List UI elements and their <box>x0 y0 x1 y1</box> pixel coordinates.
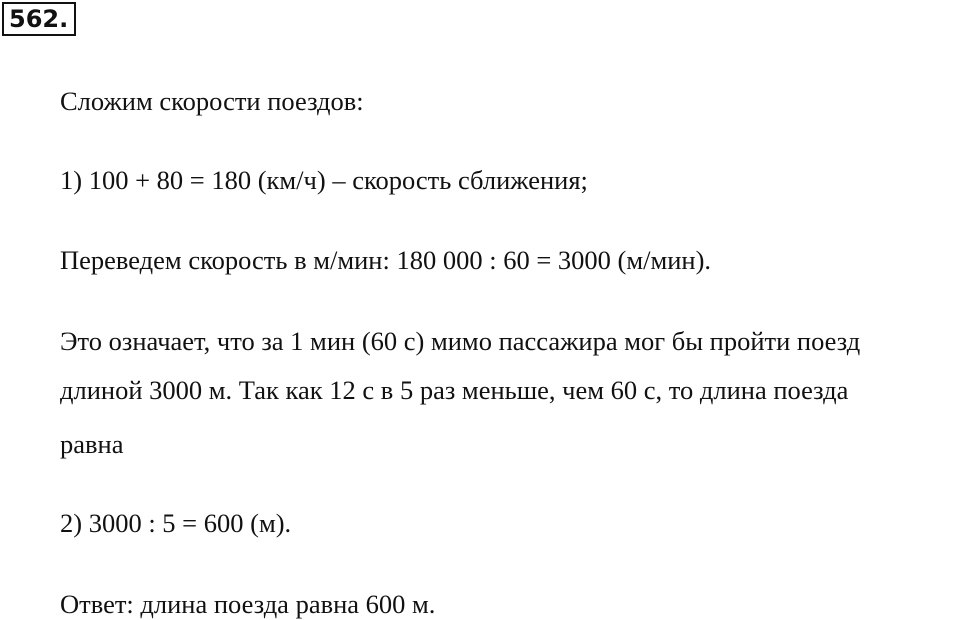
explanation-line-1: Это означает, что за 1 мин (60 с) мимо пассажира мог бы пройти поезд <box>60 326 861 356</box>
solution-step-1: 1) 100 + 80 = 180 (км/ч) – скорость сближения; <box>60 165 588 195</box>
answer: Ответ: длина поезда равна 600 м. <box>60 589 436 619</box>
explanation-line-2: длиной 3000 м. Так как 12 с в 5 раз меньше, чем 60 с, то длина поезда <box>60 375 849 405</box>
explanation-line-3: равна <box>60 429 124 459</box>
problem-number-badge: 562. <box>2 2 76 36</box>
solution-intro: Сложим скорости поездов: <box>60 86 364 116</box>
speed-conversion: Переведем скорость в м/мин: 180 000 : 60 = 3000 (м/мин). <box>60 245 712 275</box>
solution-step-2: 2) 3000 : 5 = 600 (м). <box>60 508 292 538</box>
